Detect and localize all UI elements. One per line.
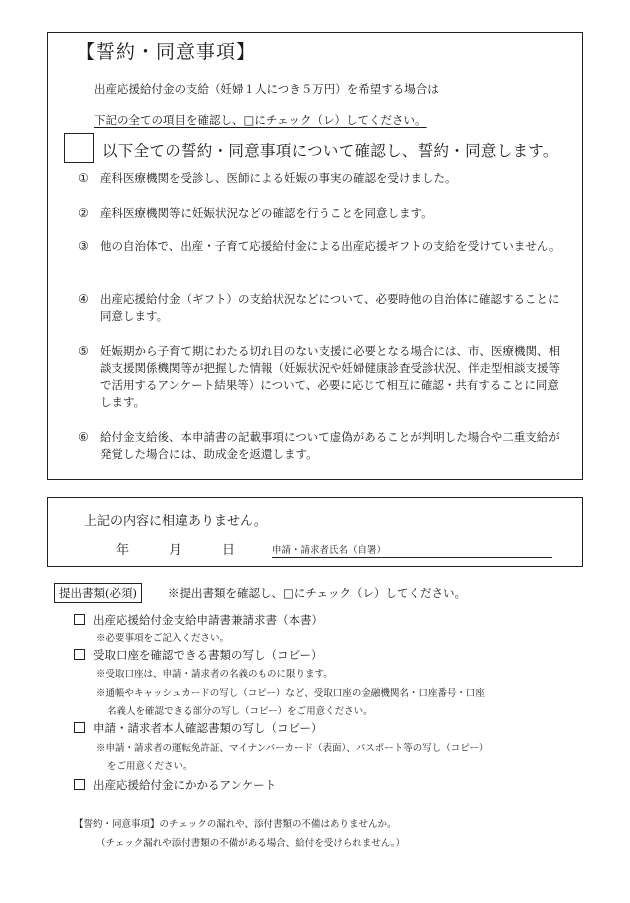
signature-label: 申請・請求者氏名（自署）	[272, 545, 387, 556]
agreement-item	[78, 238, 568, 255]
item-number: ④	[78, 292, 89, 306]
item-text: 産科医療機関を受診し、医師による妊娠の事実の確認を受けました。	[100, 171, 457, 185]
month-label: 月	[169, 543, 183, 558]
day-label: 日	[222, 543, 236, 558]
item-number: ③	[78, 239, 89, 253]
agreement-item	[78, 429, 568, 463]
doc2-note2a: ※通帳やキャッシュカードの写し（コピー）など、受取口座の金融機関名・口座番号・口座	[96, 688, 485, 699]
agree-all-row	[64, 133, 574, 167]
document-item	[74, 647, 323, 663]
confirmation-section	[47, 497, 583, 567]
item-text: 出産応援給付金（ギフト）の支給状況などについて、必要時他の自治体に確認することに同意します。	[100, 292, 560, 323]
doc3-note-a: ※申請・請求者の運転免許証、マイナンバーカード（表面）、パスポート等の写し（コピー）	[96, 743, 489, 754]
footer-line2: （チェック漏れや添付書類の不備がある場合、給付を受けられません。）	[96, 838, 406, 849]
doc2-checkbox[interactable]	[74, 649, 85, 660]
item-text: 産科医療機関等に妊娠状況などの確認を行うことを同意します。	[100, 206, 433, 220]
year-label: 年	[116, 543, 130, 558]
doc3-label: 申請・請求者本人確認書類の写し（コピー）	[93, 721, 323, 735]
item-text: 給付金支給後、本申請書の記載事項について虚偽があることが判明した場合や二重支給が発覚した場合には、助成金を返還します。	[100, 430, 560, 461]
agreement-item	[78, 205, 568, 222]
item-text: 他の自治体で、出産・子育て応援給付金による出産応援ギフトの支給を受けていません。	[100, 239, 561, 253]
document-item	[74, 777, 276, 793]
doc3-note-b: をご用意ください。	[107, 761, 193, 772]
footer-line1: 【誓約・同意事項】のチェックの漏れや、添付書類の不備はありませんか。	[74, 819, 397, 830]
doc4-checkbox[interactable]	[74, 779, 85, 790]
item-number: ①	[78, 171, 89, 185]
agreement-title: 【誓約・同意事項】	[76, 41, 257, 63]
doc1-checkbox[interactable]	[74, 614, 85, 625]
item-number: ⑤	[78, 344, 89, 358]
agree-all-label: 以下全ての誓約・同意事項について確認し、誓約・同意します。	[102, 142, 559, 160]
doc4-label: 出産応援給付金にかかるアンケート	[93, 778, 277, 792]
agree-all-checkbox[interactable]	[64, 133, 94, 163]
doc1-label: 出産応援給付金支給申請書兼請求書（本書）	[93, 613, 323, 627]
agreement-section	[47, 32, 583, 480]
documents-label: 提出書類(必須)	[54, 583, 142, 603]
item-text: 妊娠期から子育て期にわたる切れ目のない支援に必要となる場合には、市、医療機関、相談支援関係機関等が把握した情報（妊娠状況や妊婦健康診査受診状況、伴走型相談支援等で活用するアンケート結果等）について、必要に応じて相互に確認・共有することに同意します。	[100, 344, 560, 409]
date-row	[116, 539, 235, 558]
doc2-label: 受取口座を確認できる書類の写し（コピー）	[93, 648, 323, 662]
agreement-intro-line1: 出産応援給付金の支給（妊婦１人につき５万円）を希望する場合は	[94, 82, 439, 96]
agreement-item	[78, 343, 568, 411]
doc2-note1: ※受取口座は、申請・請求者の名義のものに限ります。	[96, 669, 333, 680]
document-item	[74, 720, 323, 736]
doc3-checkbox[interactable]	[74, 722, 85, 733]
agreement-intro-line2: 下記の全ての項目を確認し、□にチェック（レ）してください。	[94, 113, 427, 127]
signature-field[interactable]	[272, 542, 552, 558]
doc2-note2b: 名義人を確認できる部分の写し（コピー）をご用意ください。	[107, 706, 373, 717]
confirmation-text: 上記の内容に相違ありません。	[84, 514, 267, 529]
doc1-note: ※必要事項をご記入ください。	[96, 633, 230, 644]
agreement-item	[78, 291, 568, 325]
item-number: ⑥	[78, 430, 89, 444]
document-item	[74, 612, 323, 628]
documents-note: ※提出書類を確認し、□にチェック（レ）してください。	[168, 586, 467, 600]
item-number: ②	[78, 206, 89, 220]
agreement-item	[78, 170, 568, 187]
